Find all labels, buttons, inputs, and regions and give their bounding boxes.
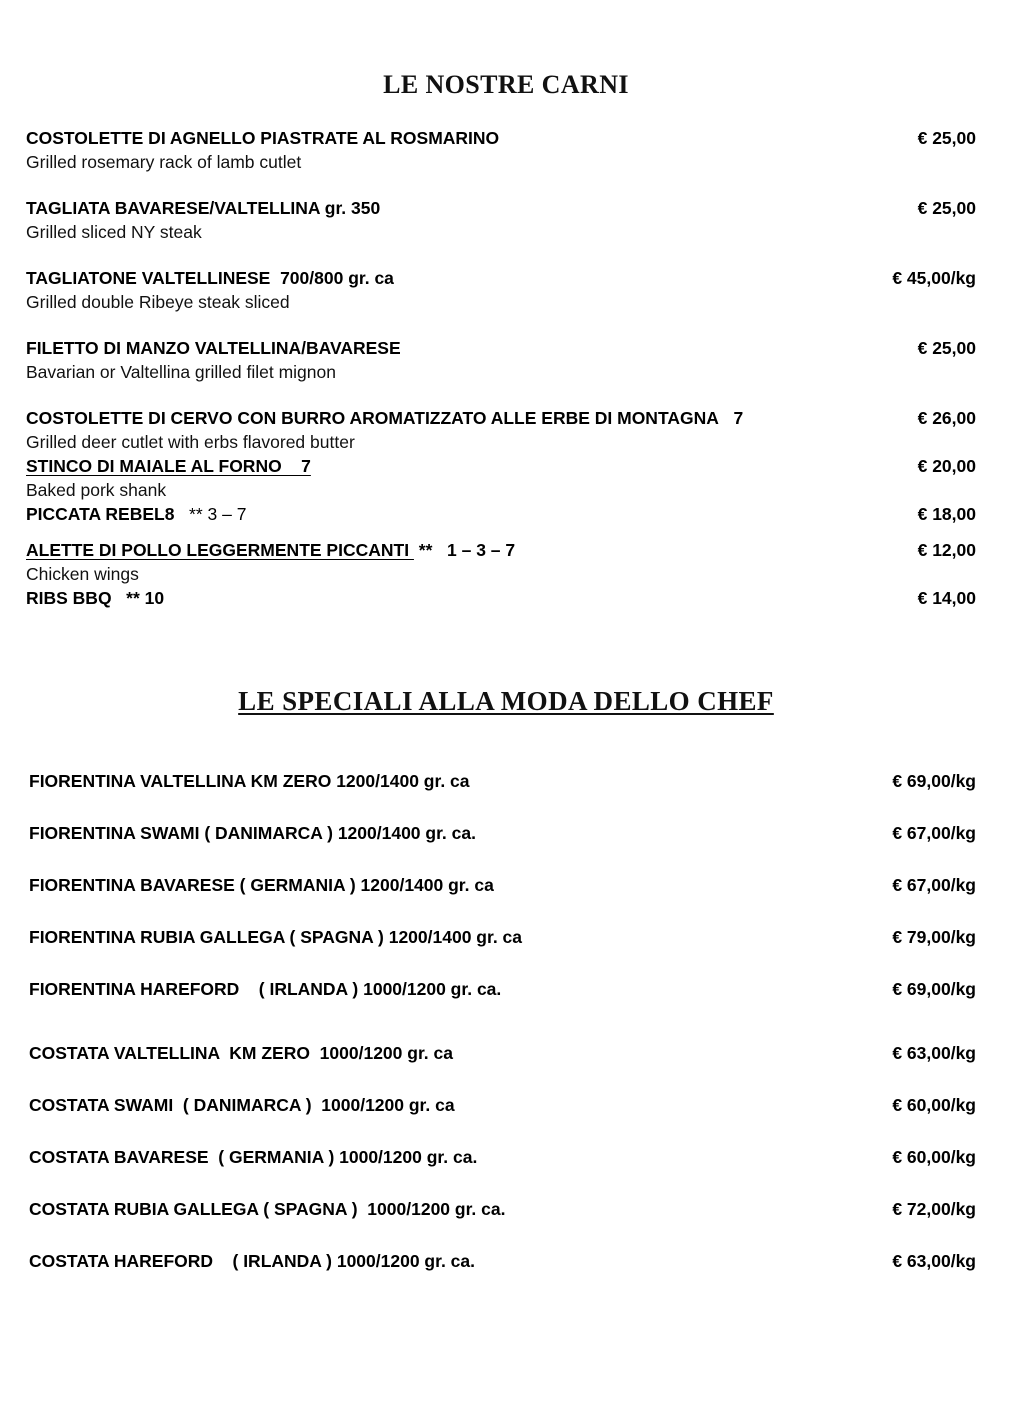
- menu-item-name-text: COSTATA VALTELLINA KM ZERO 1000/1200 gr. ca: [29, 1043, 453, 1063]
- menu-item-name-text: COSTATA SWAMI ( DANIMARCA ) 1000/1200 gr. ca: [29, 1095, 455, 1115]
- menu-item-price: € 60,00/kg: [892, 1147, 976, 1167]
- menu-item-description: Baked pork shank: [26, 480, 167, 500]
- menu-item-name: [29, 1092, 455, 1118]
- menu-item-name-text: PICCATA REBEL8: [26, 504, 175, 524]
- row-spacer: [0, 1118, 1012, 1144]
- menu-item-name-text: FIORENTINA RUBIA GALLEGA ( SPAGNA ) 1200/1400 gr. ca: [29, 927, 523, 947]
- menu-item-price: € 18,00: [917, 504, 976, 524]
- menu-item-name: [29, 768, 470, 794]
- menu-item-price: € 12,00: [917, 540, 976, 560]
- menu-item-price: € 63,00/kg: [892, 1043, 976, 1063]
- menu-item-price: € 67,00/kg: [892, 823, 976, 843]
- row-spacer: [0, 898, 1012, 924]
- menu-item-allergen-codes: 7: [718, 408, 744, 428]
- menu-item-row: [0, 1092, 1012, 1118]
- row-spacer: [0, 950, 1012, 976]
- menu-item-description: Grilled deer cutlet with erbs flavored butter: [26, 432, 355, 452]
- menu-item-price: € 25,00: [917, 338, 976, 358]
- menu-item-name-text: COSTATA BAVARESE ( GERMANIA ) 1000/1200 gr. ca.: [29, 1147, 478, 1167]
- menu-item-price: € 20,00: [917, 456, 976, 476]
- section-heading-le-speciali-alla-moda-dello-chef: [0, 686, 1012, 717]
- menu-item-name: [26, 538, 515, 562]
- menu-item-row: [0, 820, 1012, 846]
- menu-item-row: [0, 406, 1012, 430]
- menu-item-name: [26, 502, 246, 526]
- menu-item-row: [0, 924, 1012, 950]
- menu-item-name: [29, 1248, 475, 1274]
- menu-item-name: [29, 924, 522, 950]
- menu-item-price: € 72,00/kg: [892, 1199, 976, 1219]
- menu-item-price: € 79,00/kg: [892, 927, 976, 947]
- menu-item-row: [0, 1196, 1012, 1222]
- menu-item-allergen-codes: ** 10: [111, 588, 165, 608]
- menu-item-price: € 67,00/kg: [892, 875, 976, 895]
- menu-item-row: [0, 502, 1012, 526]
- menu-item-name: [29, 1040, 453, 1066]
- row-spacer: [0, 314, 1012, 336]
- menu-item-allergen-codes: ** 3 – 7: [174, 504, 247, 524]
- section-heading-text: LE NOSTRE CARNI: [383, 70, 629, 99]
- menu-item-name-text: TAGLIATA BAVARESE/VALTELLINA gr. 350: [26, 198, 381, 218]
- menu-item-name: [29, 820, 476, 846]
- menu-item-name: [26, 196, 380, 220]
- menu-item-name-text: FILETTO DI MANZO VALTELLINA/BAVARESE: [26, 338, 401, 358]
- menu-item-name: [29, 976, 501, 1002]
- menu-item-name: [26, 586, 164, 610]
- menu-item-description: Bavarian or Valtellina grilled filet mignon: [26, 362, 336, 382]
- menu-item-name-text: COSTOLETTE DI AGNELLO PIASTRATE AL ROSMARINO: [26, 128, 500, 148]
- menu-item-name: [26, 336, 401, 360]
- menu-item-row: [0, 538, 1012, 562]
- menu-item-allergen-codes: ) 1200/1400 gr. ca.: [327, 823, 476, 843]
- menu-item-name: [29, 1144, 477, 1170]
- menu-item-name-text: ALETTE DI POLLO LEGGERMENTE PICCANTI: [26, 540, 414, 560]
- menu-item-row: [0, 872, 1012, 898]
- row-spacer: [0, 1066, 1012, 1092]
- menu-item-name: [26, 454, 311, 478]
- menu-item-description: Grilled double Ribeye steak sliced: [26, 292, 290, 312]
- menu-item-row: [0, 768, 1012, 794]
- row-spacer: [0, 1222, 1012, 1248]
- menu-item-name-text: STINCO DI MAIALE AL FORNO 7: [26, 456, 311, 476]
- menu-item-row: [0, 266, 1012, 290]
- row-spacer: [0, 174, 1012, 196]
- menu-item-description: Grilled sliced NY steak: [26, 222, 202, 242]
- menu-item-row: [0, 586, 1012, 610]
- menu-item-price: € 60,00/kg: [892, 1095, 976, 1115]
- menu-item-name: [26, 126, 499, 150]
- menu-item-price: € 69,00/kg: [892, 979, 976, 999]
- menu-item-description: Grilled rosemary rack of lamb cutlet: [26, 152, 302, 172]
- menu-item-name: [29, 872, 494, 898]
- menu-item-row: [0, 126, 1012, 150]
- menu-item-name-text: COSTATA RUBIA GALLEGA ( SPAGNA ) 1000/1200 gr. ca.: [29, 1199, 506, 1219]
- menu-item-price: € 45,00/kg: [892, 268, 976, 288]
- menu-item-description: Chicken wings: [26, 564, 139, 584]
- menu-item-name-text: COSTOLETTE DI CERVO CON BURRO AROMATIZZATO ALLE ERBE DI MONTAGNA: [26, 408, 719, 428]
- menu-item-row: [0, 1040, 1012, 1066]
- row-spacer: [0, 794, 1012, 820]
- menu-section-carni: [0, 126, 1012, 610]
- menu-item-allergen-codes: ** 1 – 3 – 7: [413, 540, 516, 560]
- menu-item-row: [0, 196, 1012, 220]
- menu-item-price: € 26,00: [917, 408, 976, 428]
- menu-item-name: [29, 1196, 505, 1222]
- menu-item-name-text: RIBS BBQ: [26, 588, 112, 608]
- menu-item-price: € 25,00: [917, 198, 976, 218]
- menu-item-row: [0, 1144, 1012, 1170]
- menu-item-name-text: FIORENTINA VALTELLINA KM ZERO 1200/1400 gr. ca: [29, 771, 470, 791]
- section-heading-le-nostre-carni: [0, 70, 1012, 100]
- menu-item-name: [26, 266, 394, 290]
- row-spacer: [0, 526, 1012, 538]
- menu-item-name-text: TAGLIATONE VALTELLINESE 700/800 gr. ca: [26, 268, 394, 288]
- row-spacer: [0, 244, 1012, 266]
- menu-group-costata: [0, 1040, 1012, 1274]
- menu-item-row: [0, 976, 1012, 1002]
- row-spacer: [0, 1170, 1012, 1196]
- menu-item-row: [0, 1248, 1012, 1274]
- menu-item-name-text: FIORENTINA BAVARESE ( GERMANIA ) 1200/1400 gr. ca: [29, 875, 494, 895]
- row-spacer: [0, 384, 1012, 406]
- menu-item-name: [26, 406, 743, 430]
- menu-group-fiorentina: [0, 768, 1012, 1002]
- menu-item-name-text: COSTATA HAREFORD ( IRLANDA ) 1000/1200 gr. ca.: [29, 1251, 476, 1271]
- menu-item-row: [0, 336, 1012, 360]
- menu-item-price: € 63,00/kg: [892, 1251, 976, 1271]
- menu-item-name-text: FIORENTINA SWAMI ( DANIMARCA: [29, 823, 328, 843]
- menu-item-price: € 14,00: [917, 588, 976, 608]
- menu-item-price: € 69,00/kg: [892, 771, 976, 791]
- menu-item-price: € 25,00: [917, 128, 976, 148]
- row-spacer: [0, 846, 1012, 872]
- menu-item-name-text: FIORENTINA HAREFORD ( IRLANDA ) 1000/1200 gr. ca.: [29, 979, 502, 999]
- menu-item-row: [0, 454, 1012, 478]
- section-heading-text: LE SPECIALI ALLA MODA DELLO CHEF: [238, 686, 774, 716]
